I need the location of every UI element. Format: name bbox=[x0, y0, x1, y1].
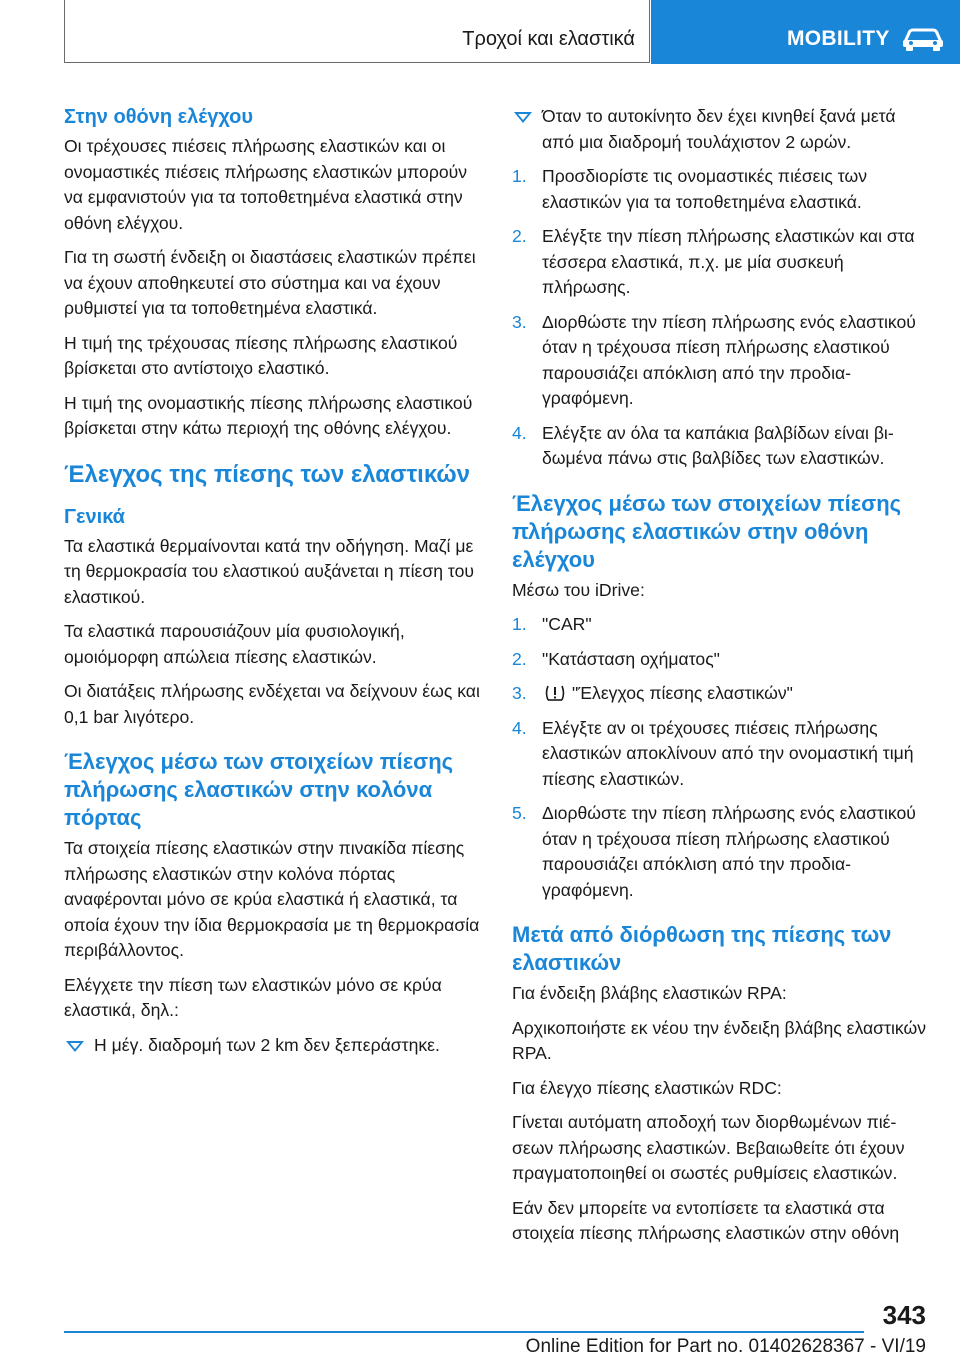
paragraph: Για τη σωστή ένδειξη οι διαστάσεις ελαστικών πρέπει να έχουν αποθηκευτεί στο σύστημα και να έχουν ρυθμιστεί για τα τοποθετημένα ελαστικά. bbox=[64, 247, 476, 318]
paragraph: Τα στοιχεία πίεσης ελαστικών στην πινακίδα πίεσης πλήρωσης ελαστικών στην κολόνα πόρτας αναφέρονται μόνο σε κρύα ελαστικά ή ελαστικά, τα οποία έχουν την ίδια θερμοκρασία με τη θερμοκρασία περιβάλλοντος. bbox=[64, 838, 480, 960]
triangle-bullet-icon bbox=[66, 1041, 84, 1052]
numbered-list bbox=[512, 164, 928, 472]
step-number: 4. bbox=[512, 717, 527, 738]
right-column bbox=[512, 104, 928, 1256]
paragraph: Τα ελαστικά θερμαίνονται κατά την οδήγηση. Μαζί με τη θερμοκρασία του ελαστικού αυξάνεται η πίεση του ελαστικού. bbox=[64, 535, 474, 607]
list-item bbox=[512, 681, 928, 707]
step-text: Ελέγξτε αν όλα τα καπάκια βαλβίδων είναι βιδωμένα πάνω στις βαλβίδες των ελαστικών. bbox=[542, 422, 894, 468]
heading-after-correction: Μετά από διόρθωση της πίεσης των ελαστικών bbox=[512, 922, 892, 975]
triangle-bullet-icon bbox=[514, 112, 532, 123]
paragraph: Για ένδειξη βλάβης ελαστικών RPA: bbox=[512, 983, 787, 1003]
car-icon bbox=[901, 26, 945, 52]
heading-control-display-check: Έλεγχος μέσω των στοιχείων πίεσης πλήρωσης ελαστικών στην οθόνη ελέγχου bbox=[512, 490, 902, 572]
paragraph: Τα ελαστικά παρουσιάζουν μία φυσιολογική, ομοιόμορφη απώλεια πίεσης ελαστικών. bbox=[64, 621, 405, 667]
step-text: "Έλεγχος πίεσης ελαστικών" bbox=[572, 683, 793, 703]
section-tab bbox=[651, 0, 960, 64]
step-text: Ελέγξτε αν οι τρέχουσες πιέσεις πλήρωσης ελαστικών αποκλίνουν από την ονομαστική τιμή πίεσης ελαστικών. bbox=[542, 717, 914, 789]
list-item bbox=[512, 164, 928, 215]
list-item bbox=[512, 801, 928, 903]
step-number: 5. bbox=[512, 803, 527, 823]
step-number: 1. bbox=[512, 614, 527, 634]
step-text: Διορθώστε την πίεση πλήρωσης ενός ελαστικού όταν η τρέχουσα πίεση πλήρωσης ελαστικού παρουσιάζει απόκλιση από την προδιαγραφόμενη. bbox=[542, 803, 916, 900]
paragraph: Η τιμή της ονομαστικής πίεσης πλήρωσης ελαστικού βρίσκεται στην κάτω περιοχή της οθόνης ελέγχου. bbox=[64, 392, 473, 438]
heading-control-display: Στην οθόνη ελέγχου bbox=[64, 106, 254, 128]
list-item-text: Όταν το αυτοκίνητο δεν έχει κινηθεί ξανά μετά από μια διαδρομή τουλάχιστον 2 ωρών. bbox=[542, 106, 896, 152]
numbered-list bbox=[512, 612, 928, 903]
heading-door-pillar-check: Έλεγχος μέσω των στοιχείων πίεσης πλήρωσης ελαστικών στην κολόνα πόρτας bbox=[64, 749, 454, 830]
step-number: 3. bbox=[512, 683, 527, 703]
list-item bbox=[64, 1033, 480, 1059]
paragraph: Για έλεγχο πίεσης ελαστικών RDC: bbox=[512, 1077, 782, 1098]
step-number: 2. bbox=[512, 226, 527, 246]
paragraph: Αρχικοποιήστε εκ νέου την ένδειξη βλάβης ελαστικών RPA. bbox=[512, 1017, 927, 1063]
tire-pressure-warning-icon bbox=[544, 683, 566, 703]
footer-edition: Online Edition for Part no. 01402628367 - VI/19 bbox=[525, 1336, 926, 1357]
chapter-title: Τροχοί και ελαστικά bbox=[462, 28, 635, 50]
header-title-box bbox=[64, 0, 650, 63]
list-item bbox=[512, 310, 928, 412]
step-text: Διορθώστε την πίεση πλήρωσης ενός ελαστικού όταν η τρέχουσα πίεση πλήρωσης ελαστικού παρουσιάζει απόκλιση από την προδιαγραφόμενη. bbox=[542, 311, 916, 408]
step-number: 4. bbox=[512, 422, 527, 443]
list-item bbox=[512, 224, 928, 301]
list-item bbox=[512, 647, 928, 673]
paragraph: Οι τρέχουσες πιέσεις πλήρωσης ελαστικών και οι ονομαστικές πιέσεις πλήρωσης ελαστικών μπορούν να εμφανιστούν για τα τοποθετημένα ελαστικά στην οθόνη ελέγχου. bbox=[64, 136, 468, 233]
step-number: 2. bbox=[512, 648, 527, 669]
step-number: 1. bbox=[512, 166, 527, 186]
step-text: Προσδιορίστε τις ονομαστικές πιέσεις των ελαστικών για τα τοποθετημένα ελαστικά. bbox=[542, 166, 868, 212]
heading-check-tire-pressure: Έλεγχος της πίεσης των ελαστικών bbox=[64, 460, 471, 488]
paragraph: Η τιμή της τρέχουσας πίεσης πλήρωσης ελαστικού βρίσκεται στο αντίστοιχο ελαστικό. bbox=[64, 332, 458, 378]
step-text: Ελέγξτε την πίεση πλήρωσης ελαστικών και στα τέσσερα ελαστικά, π.χ. με μία συσκευή πλήρωσης. bbox=[542, 226, 915, 297]
section-label: MOBILITY bbox=[787, 27, 890, 50]
step-text: "Κατάσταση οχήματος" bbox=[542, 648, 720, 669]
list-item bbox=[512, 104, 928, 155]
paragraph: Οι διατάξεις πλήρωσης ενδέχεται να δείχνουν έως και 0,1 bar λιγότερο. bbox=[64, 681, 480, 727]
left-column bbox=[64, 104, 480, 1067]
step-text: "CAR" bbox=[542, 614, 592, 634]
list-item bbox=[512, 716, 928, 793]
paragraph: Μέσω του iDrive: bbox=[512, 579, 645, 600]
heading-general: Γενικά bbox=[64, 505, 125, 528]
page-header bbox=[64, 0, 960, 66]
list-item bbox=[512, 421, 928, 472]
paragraph: Εάν δεν μπορείτε να εντοπίσετε τα ελαστικά στα στοιχεία πίεσης πλήρωσης ελαστικών στην οθόνη bbox=[512, 1197, 900, 1243]
paragraph: Ελέγχετε την πίεση των ελαστικών μόνο σε κρύα ελαστικά, δηλ.: bbox=[64, 974, 442, 1020]
paragraph: Γίνεται αυτόματη αποδοχή των διορθωμένων πιέσεων πλήρωσης ελαστικών. Βεβαιωθείτε ότι έχουν πραγματοποιηθεί οι σωστές ρυθμίσεις ελαστικών. bbox=[512, 1112, 905, 1183]
step-number: 3. bbox=[512, 311, 527, 332]
list-item-text: Η μέγ. διαδρομή των 2 km δεν ξεπεράστηκε. bbox=[94, 1034, 440, 1055]
footer-divider bbox=[64, 1331, 864, 1333]
page-number: 343 bbox=[882, 1300, 926, 1330]
list-item bbox=[512, 612, 928, 638]
